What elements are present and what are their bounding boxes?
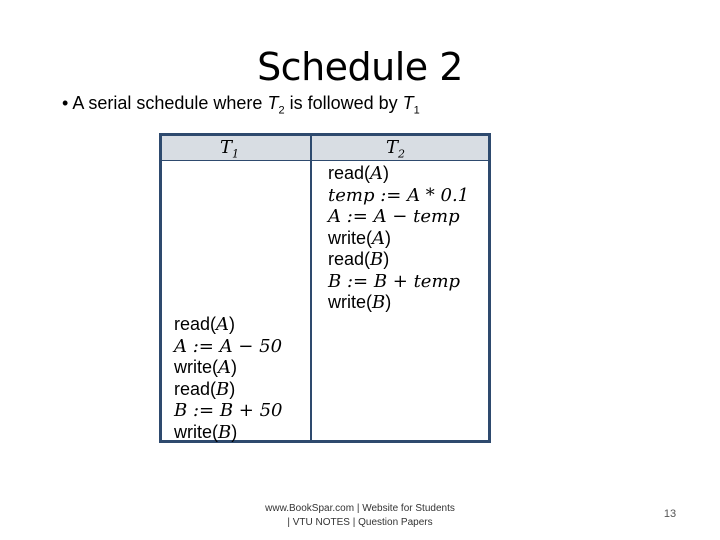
- operation-line: read(A): [174, 314, 236, 335]
- schedule-table: [159, 133, 491, 443]
- column-header-t2: $T_2$: [386, 137, 406, 161]
- operation-line: A := A − 50: [174, 335, 283, 357]
- footer-line-1: www.BookSpar.com | Website for Students: [265, 503, 455, 514]
- slide-title: Schedule 2: [257, 45, 463, 89]
- bullet-text-before: A serial schedule where: [72, 93, 268, 113]
- transaction-t1-subscript: 1: [413, 104, 420, 117]
- operation-line: write(B): [174, 421, 238, 443]
- operation-line: B := B + 50: [174, 400, 283, 421]
- table-header-row: [162, 136, 488, 161]
- column-header-t1: $T_1$: [220, 137, 240, 161]
- transaction-t2-subscript: 2: [278, 104, 285, 117]
- operation-line: B := B + temp: [328, 270, 461, 292]
- operation-line: read(B): [328, 249, 390, 270]
- operation-line: temp := A * 0.1: [328, 184, 470, 206]
- bullet-marker: •: [62, 93, 69, 113]
- operation-line: read(A): [328, 163, 390, 184]
- operation-line: write(A): [328, 227, 391, 249]
- operation-line: write(A): [174, 357, 237, 378]
- transaction-t1-label: T: [402, 93, 414, 113]
- bullet-point: [62, 91, 420, 123]
- t1-operation-list: [174, 314, 282, 443]
- t2-operation-list: [328, 163, 469, 314]
- page-number: 13: [663, 508, 677, 520]
- operation-line: read(B): [174, 378, 236, 400]
- transaction-t2-label: T: [267, 93, 279, 113]
- bullet-text-middle: is followed by: [284, 93, 403, 113]
- column-divider: [310, 136, 312, 440]
- footer-text: [240, 502, 480, 530]
- footer-line-2: | VTU NOTES | Question Papers: [287, 517, 433, 528]
- operation-line: write(B): [328, 292, 392, 313]
- operation-line: A := A − temp: [328, 206, 460, 227]
